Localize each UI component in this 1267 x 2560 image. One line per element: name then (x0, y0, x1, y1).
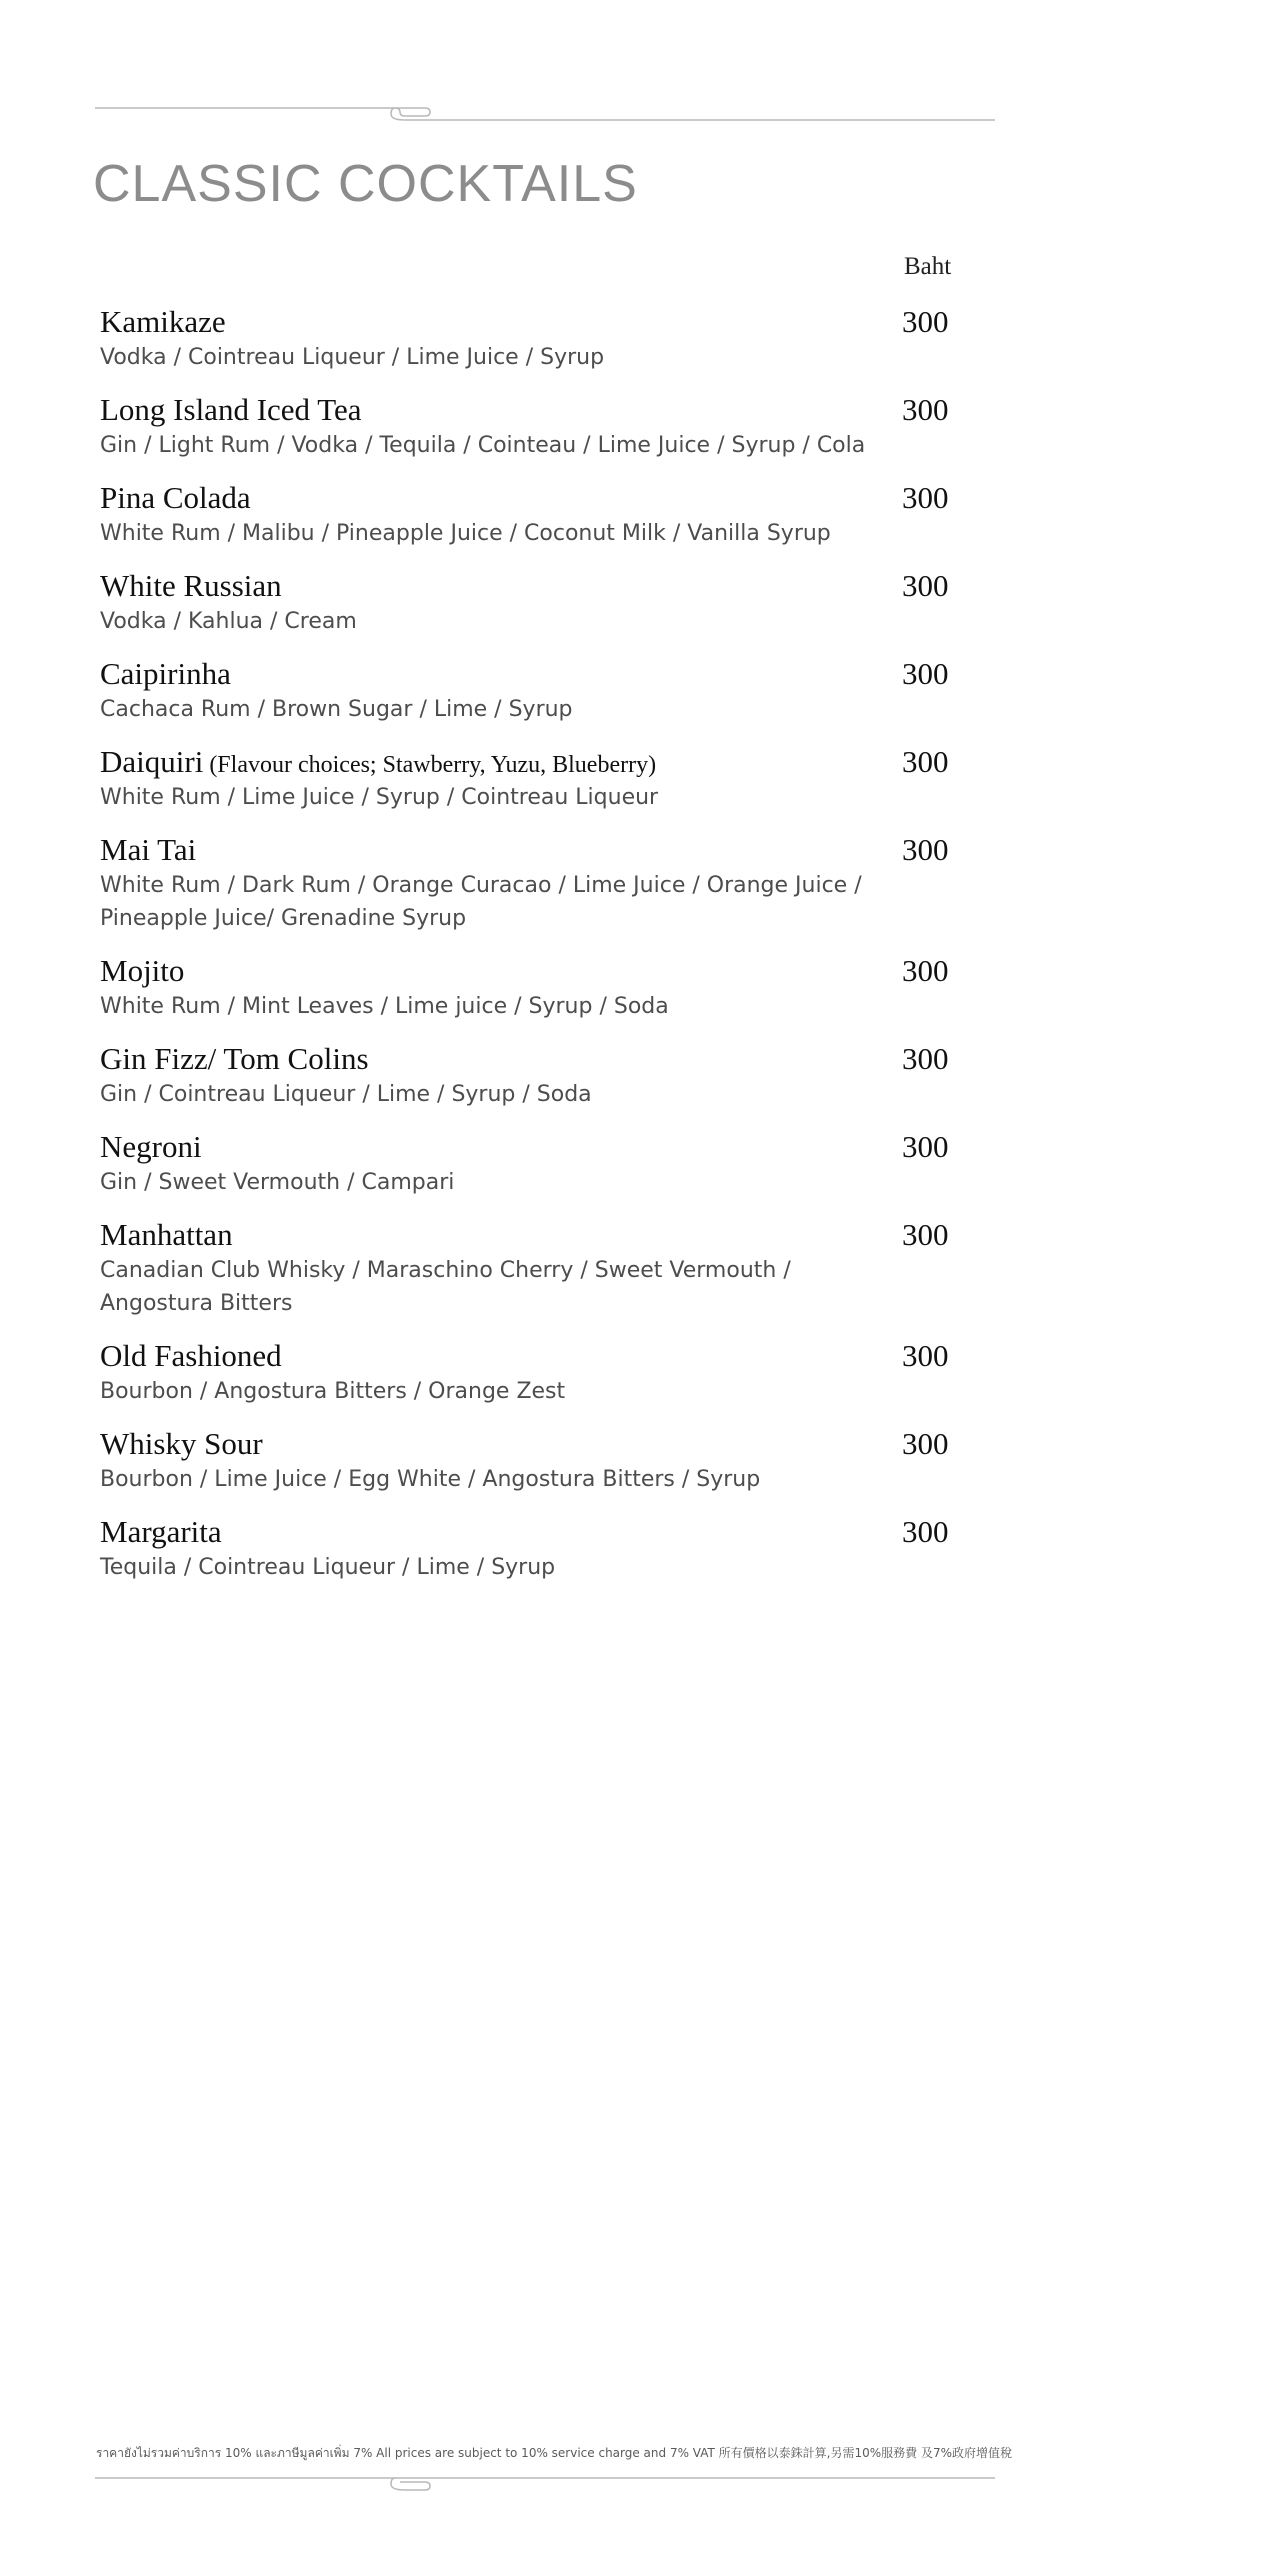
cocktail-price: 300 (902, 1426, 949, 1461)
menu-item-heading (100, 1216, 1000, 1254)
cocktail-price: 300 (902, 568, 949, 603)
currency-label: Baht (904, 253, 952, 280)
top-ornament-divider (95, 100, 995, 124)
menu-item (100, 743, 1000, 814)
cocktail-ingredients: Gin / Cointreau Liqueur / Lime / Syrup / Soda (100, 1082, 592, 1107)
cocktail-name: Negroni (100, 1129, 202, 1164)
cocktail-list (100, 303, 1000, 1601)
menu-item-heading (100, 303, 1000, 341)
menu-item (100, 1040, 1000, 1111)
cocktail-name: White Russian (100, 568, 282, 603)
cocktail-price: 300 (902, 1129, 949, 1164)
menu-item-heading (100, 743, 1000, 781)
cocktail-ingredients: Cachaca Rum / Brown Sugar / Lime / Syrup (100, 697, 573, 722)
cocktail-price: 300 (902, 1338, 949, 1373)
cocktail-ingredients: White Rum / Dark Rum / Orange Curacao / Lime Juice / Orange Juice / Pineapple Juice/ Grenadine Syrup (100, 873, 862, 931)
menu-item (100, 952, 1000, 1023)
menu-item-heading (100, 479, 1000, 517)
menu-item-heading (100, 1128, 1000, 1166)
menu-item (100, 303, 1000, 374)
cocktail-price: 300 (902, 832, 949, 867)
cocktail-ingredients: Bourbon / Lime Juice / Egg White / Angostura Bitters / Syrup (100, 1467, 761, 1492)
menu-item (100, 1216, 1000, 1320)
menu-title: CLASSIC COCKTAILS (93, 155, 638, 213)
menu-item (100, 1513, 1000, 1584)
cocktail-name: Old Fashioned (100, 1338, 282, 1373)
menu-item-heading (100, 1337, 1000, 1375)
cocktail-ingredients: Vodka / Kahlua / Cream (100, 609, 357, 634)
cocktail-price: 300 (902, 1217, 949, 1252)
cocktail-ingredients: White Rum / Mint Leaves / Lime juice / Syrup / Soda (100, 994, 669, 1019)
cocktail-name: Whisky Sour (100, 1426, 263, 1461)
menu-item (100, 1128, 1000, 1199)
service-charge-note: ราคายังไม่รวมค่าบริการ 10% และภาษีมูลค่าเพิ่ม 7% All prices are subject to 10% service charge and 7% VAT 所有價格以泰銖計算,另需10%服務費 及7%政府增值稅 (96, 2446, 1013, 2460)
menu-item (100, 479, 1000, 550)
cocktail-price: 300 (902, 656, 949, 691)
cocktail-ingredients: Gin / Sweet Vermouth / Campari (100, 1170, 455, 1195)
cocktail-name: Kamikaze (100, 304, 226, 339)
cocktail-name: Mojito (100, 953, 185, 988)
menu-item (100, 1337, 1000, 1408)
menu-item-heading (100, 1040, 1000, 1078)
menu-item (100, 831, 1000, 935)
menu-item (100, 391, 1000, 462)
cocktail-ingredients: Vodka / Cointreau Liqueur / Lime Juice / Syrup (100, 345, 605, 370)
cocktail-name: Daiquiri (100, 744, 204, 779)
menu-item-heading (100, 831, 1000, 869)
cocktail-price: 300 (902, 953, 949, 988)
cocktail-flavour-note: (Flavour choices; Stawberry, Yuzu, Blueberry) (209, 752, 657, 778)
cocktail-ingredients: Tequila / Cointreau Liqueur / Lime / Syrup (100, 1555, 556, 1580)
cocktail-price: 300 (902, 392, 949, 427)
cocktail-name: Manhattan (100, 1217, 233, 1252)
menu-item-heading (100, 567, 1000, 605)
cocktail-ingredients: White Rum / Malibu / Pineapple Juice / Coconut Milk / Vanilla Syrup (100, 521, 831, 546)
cocktail-name: Margarita (100, 1514, 222, 1549)
cocktail-name: Gin Fizz/ Tom Colins (100, 1041, 369, 1076)
cocktail-ingredients: White Rum / Lime Juice / Syrup / Cointreau Liqueur (100, 785, 659, 810)
cocktail-ingredients: Canadian Club Whisky / Maraschino Cherry / Sweet Vermouth / Angostura Bitters (100, 1258, 791, 1316)
cocktail-price: 300 (902, 1041, 949, 1076)
cocktail-price: 300 (902, 304, 949, 339)
menu-item (100, 1425, 1000, 1496)
cocktail-ingredients: Gin / Light Rum / Vodka / Tequila / Cointeau / Lime Juice / Syrup / Cola (100, 433, 866, 458)
cocktail-price: 300 (902, 480, 949, 515)
cocktail-price: 300 (902, 1514, 949, 1549)
cocktail-name: Pina Colada (100, 480, 251, 515)
cocktail-name: Mai Tai (100, 832, 197, 867)
menu-item (100, 567, 1000, 638)
menu-item-heading (100, 655, 1000, 693)
menu-item-heading (100, 1425, 1000, 1463)
menu-item-heading (100, 391, 1000, 429)
menu-item-heading (100, 1513, 1000, 1551)
cocktail-ingredients: Bourbon / Angostura Bitters / Orange Zest (100, 1379, 566, 1404)
menu-item-heading (100, 952, 1000, 990)
cocktail-name: Caipirinha (100, 656, 231, 691)
cocktail-price: 300 (902, 744, 949, 779)
bottom-ornament-divider (95, 2472, 995, 2496)
menu-item (100, 655, 1000, 726)
cocktail-name: Long Island Iced Tea (100, 392, 362, 427)
